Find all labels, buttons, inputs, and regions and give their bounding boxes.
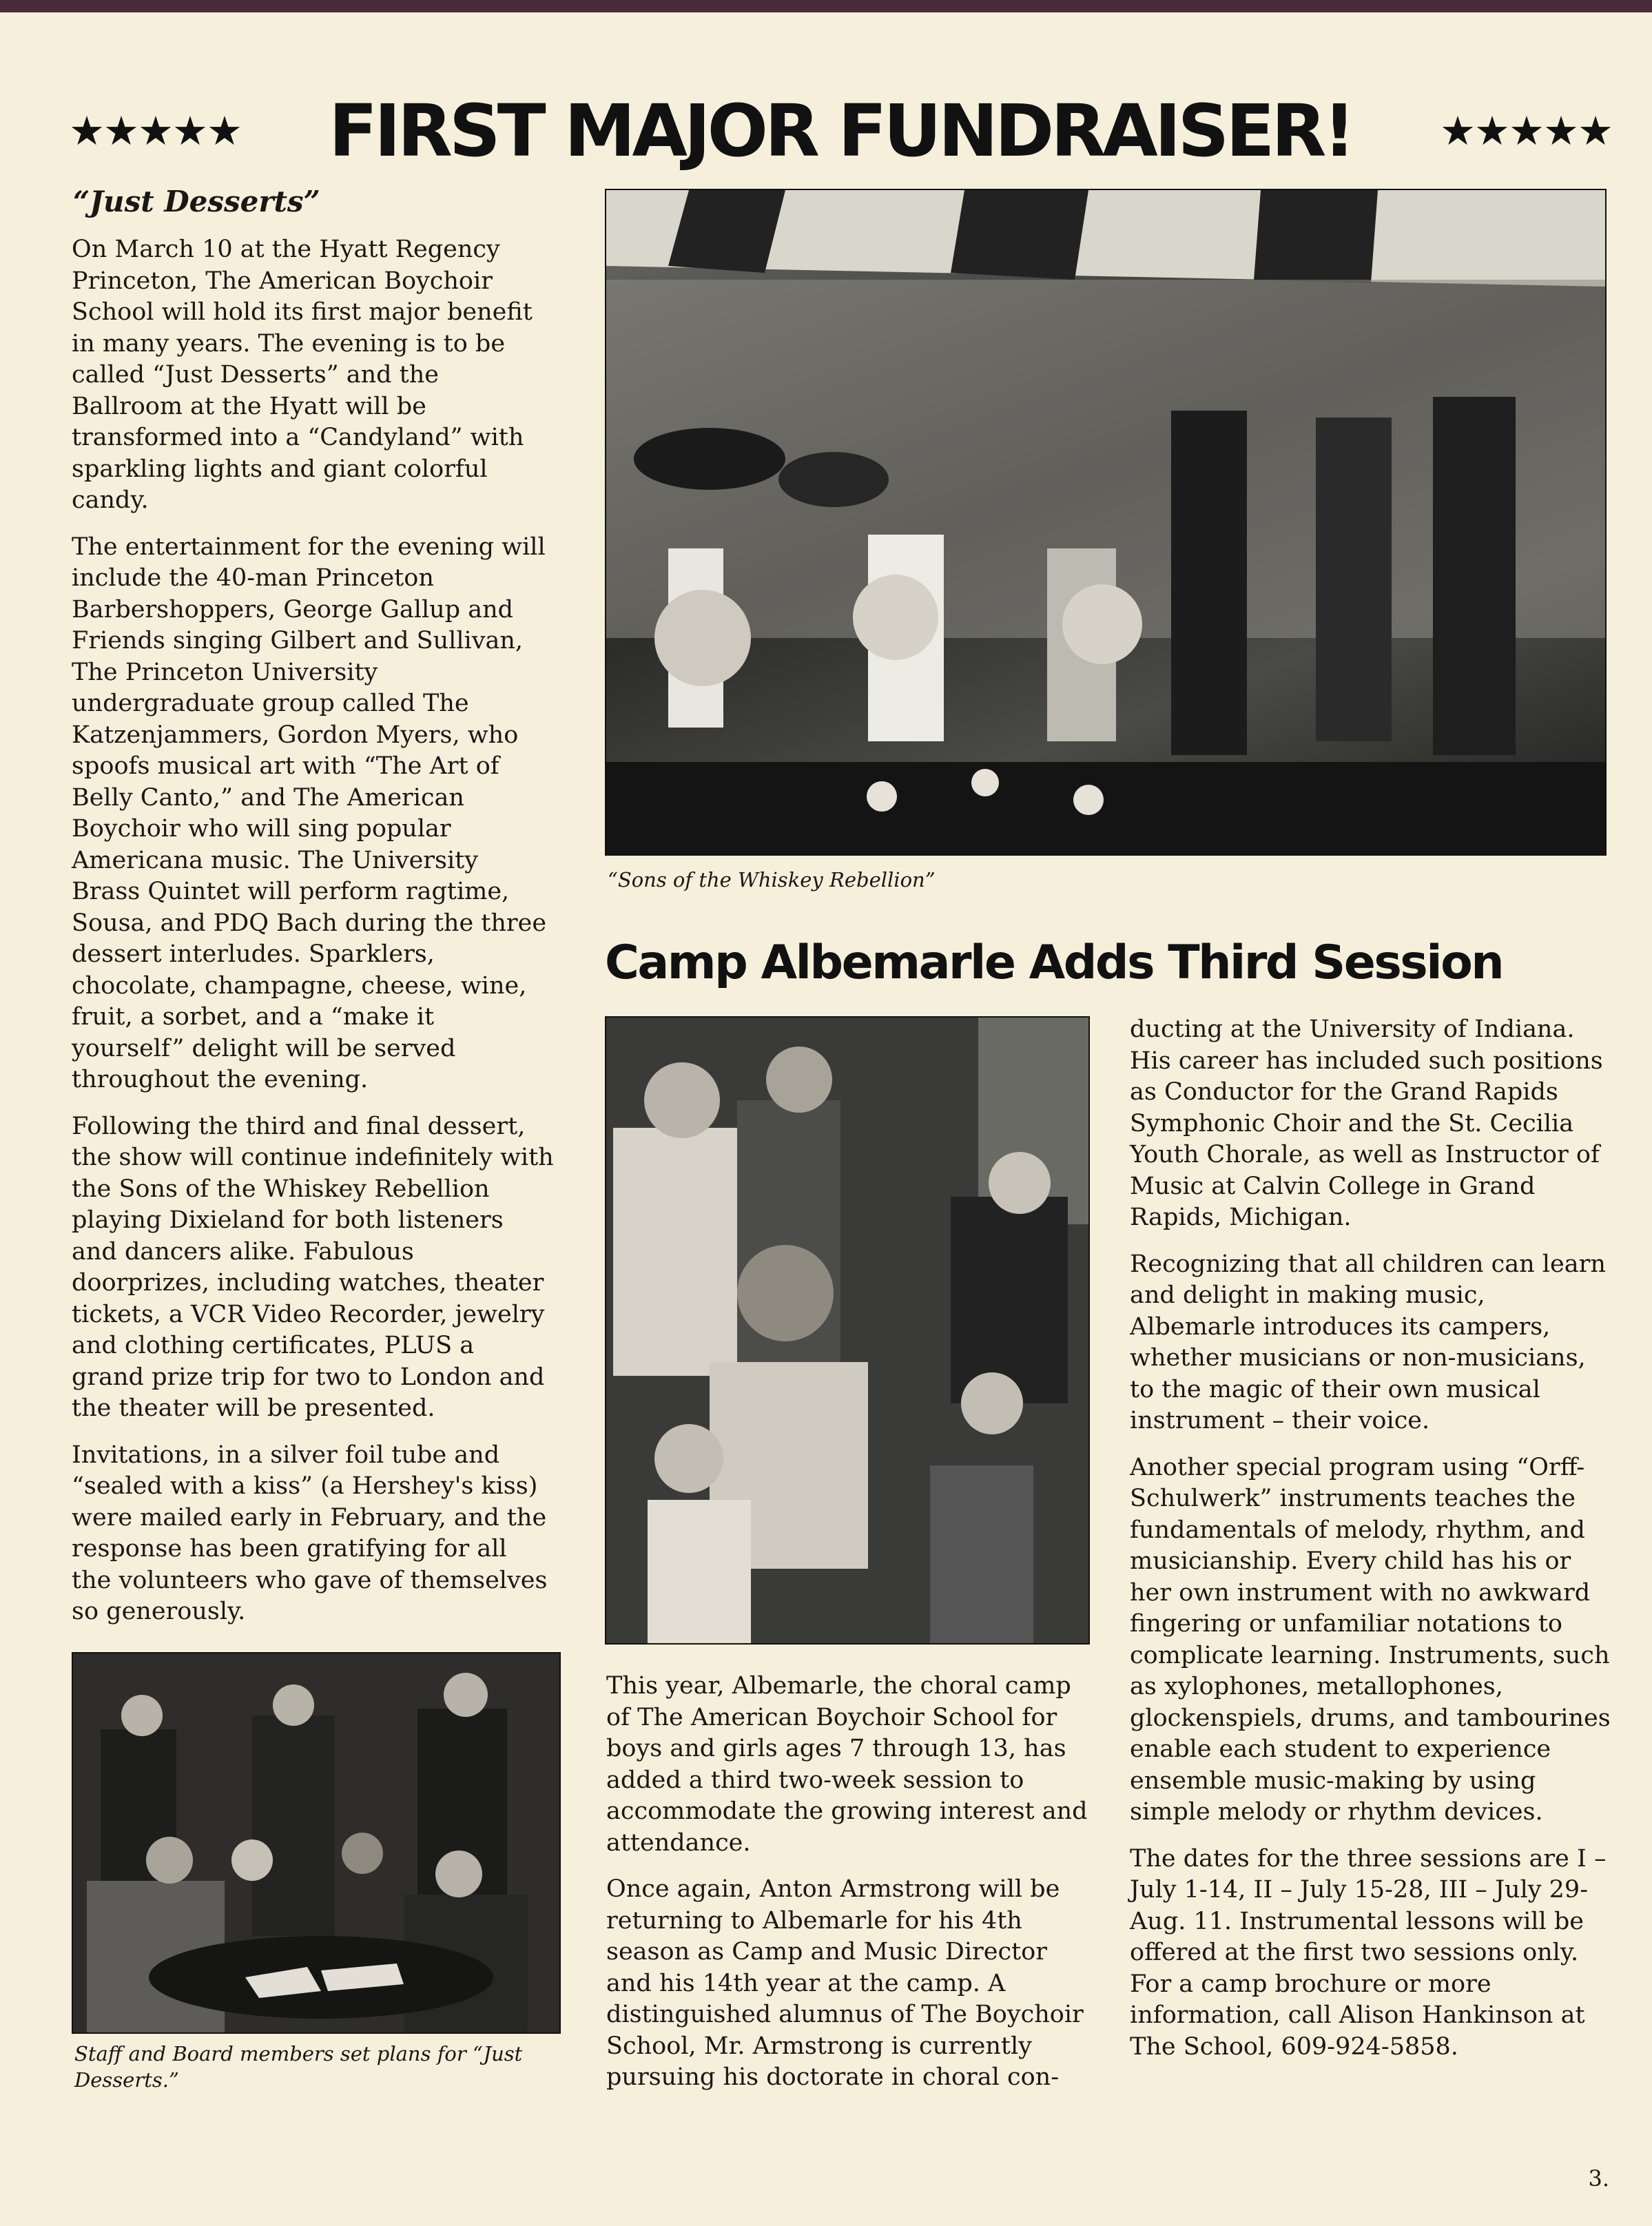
- top-border: [0, 0, 1652, 12]
- paragraph: Another special program using “Orff-Schulwerk” instruments teaches the fundamentals of melody, rhythm, and musicianship. Every child has his or her own instrument with no awkward fingering or unfamiliar notations to complicate learning. Instruments, such as xylophones, metallophones, glockenspiels, drums, and tambourines enable each student to experience ensemble music-making by using simple melody or rhythm devices.: [1130, 1453, 1611, 1826]
- page-title: FIRST MAJOR FUNDRAISER!: [329, 89, 1352, 173]
- paragraph: The dates for the three sessions are I – July 1-14, II – July 15-28, III – July 29-Aug. 11. Instrumental lessons will be offered at the first two sessions only. For a camp brochure or more information, call Alison Hankinson at The School, 609-924-5858.: [1130, 1844, 1607, 2061]
- left-stars-icon: ★★★★★: [69, 107, 241, 154]
- paragraph: Invitations, in a silver foil tube and “sealed with a kiss” (a Hershey's kiss) were mailed early in February, and the response has been gratifying for all the volunteers who gave of themselves so generously.: [72, 1441, 548, 1625]
- band-photo-caption: “Sons of the Whiskey Rebellion”: [608, 868, 936, 892]
- paragraph: Once again, Anton Armstrong will be returning to Albemarle for his 4th season as Camp and Music Director and his 14th year at the camp. A distinguished alumnus of The Boychoir School, Mr. Armstrong is currently pursuing his doctorate in choral con-: [606, 1875, 1084, 2091]
- band-photo: [605, 189, 1607, 856]
- campers-photo: [605, 1016, 1090, 1645]
- paragraph: The entertainment for the evening will include the 40-man Princeton Barbershoppers, George Gallup and Friends singing Gilbert and Sullivan, The Princeton University undergraduate group called The Katzenjammers, Gordon Myers, who spoofs musical art with “The Art of Belly Canto,” and The American Boychoir who will sing popular Americana music. The University Brass Quintet will perform ragtime, Sousa, and PDQ Bach during the three dessert interludes. Sparklers, chocolate, champagne, cheese, wine, fruit, a sorbet, and a “make it yourself” delight will be served throughout the evening.: [72, 533, 547, 1093]
- article-subtitle: “Just Desserts”: [73, 185, 320, 218]
- paragraph: Recognizing that all children can learn and delight in making music, Albemarle introduces its campers, whether musicians or non-musicians, to the magic of their own musical instrument – their voice.: [1130, 1250, 1606, 1434]
- page-number: 3.: [1588, 2165, 1609, 2192]
- camp-article-col1: [606, 1671, 1088, 2109]
- right-stars-icon: ★★★★★: [1440, 107, 1612, 154]
- headline: [69, 90, 1612, 172]
- paragraph: Following the third and final dessert, the show will continue indefinitely with the Sons of the Whiskey Rebellion playing Dixieland for both listeners and dancers alike. Fabulous doorprizes, including watches, theater tickets, a VCR Video Recorder, jewelry and clothing certificates, PLUS a grand prize trip for two to London and the theater will be presented.: [72, 1112, 554, 1422]
- staff-photo-caption: Staff and Board members set plans for “Just Desserts.”: [74, 2042, 523, 2092]
- camp-article-col2: [1130, 1014, 1612, 2078]
- just-desserts-article: [72, 234, 554, 1643]
- paragraph: This year, Albemarle, the choral camp of The American Boychoir School for boys and girls ages 7 through 13, has added a third two-week session to accommodate the growing interest and attendance.: [606, 1672, 1088, 1857]
- paragraph: On March 10 at the Hyatt Regency Princeton, The American Boychoir School will hold its first major benefit in many years. The evening is to be called “Just Desserts” and the Ballroom at the Hyatt will be transformed into a “Candyland” with sparkling lights and giant colorful candy.: [72, 236, 533, 514]
- staff-photo: [72, 1652, 561, 2034]
- section-title: Camp Albemarle Adds Third Session: [605, 936, 1503, 990]
- paragraph: ducting at the University of Indiana. His career has included such positions as Conductor for the Grand Rapids Symphonic Choir and the St. Cecilia Youth Chorale, as well as Instructor of Music at Calvin College in Grand Rapids, Michigan.: [1130, 1016, 1603, 1231]
